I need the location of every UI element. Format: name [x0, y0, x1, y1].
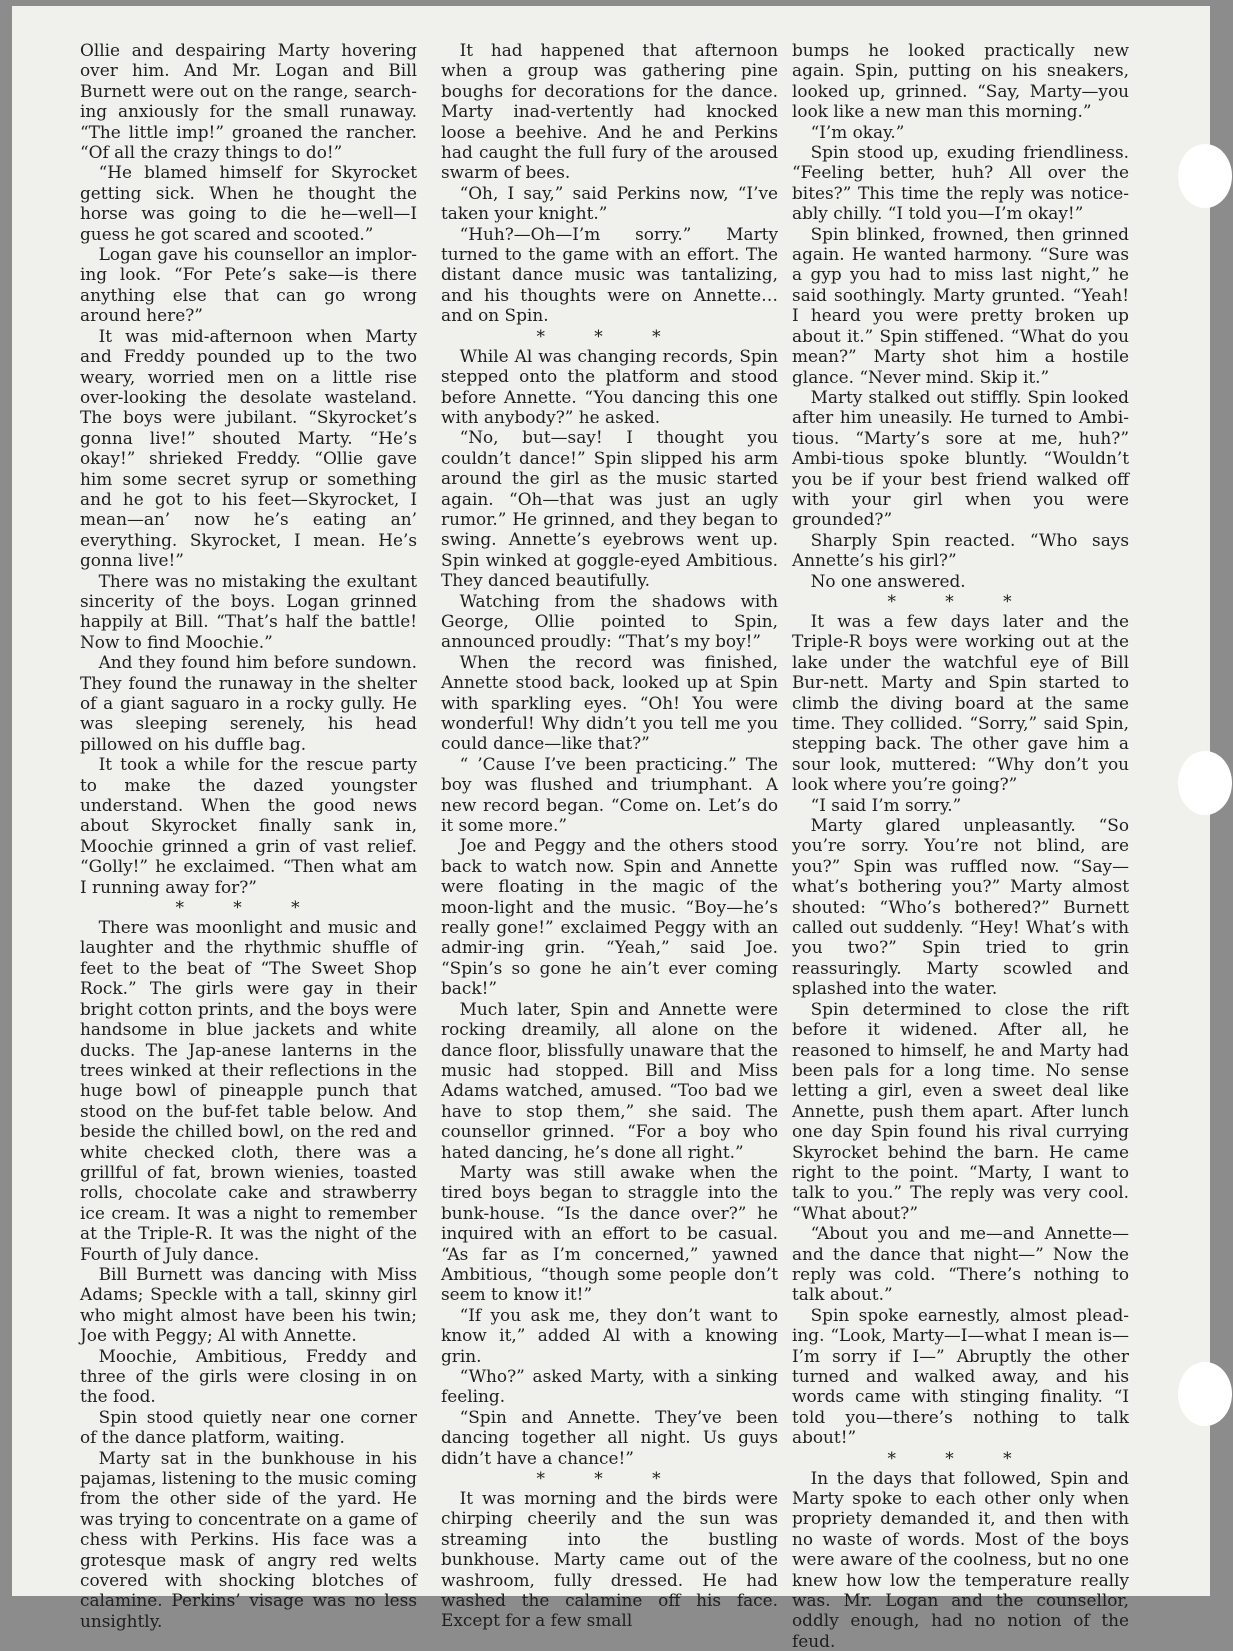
paragraph: It was morning and the birds were chirping cheerily and the sun was streaming into the bustling bunkhouse. Marty came out of the washroom, fully dressed. He had washed the calamine off his face. Except for a few small — [441, 1488, 778, 1631]
paragraph: Marty stalked out stiffly. Spin looked after him uneasily. He turned to Ambi-tious. “Marty’s sore at me, huh?” Ambi-tious spoke bluntly. “Wouldn’t you be if your best friend walked off with your girl when you were grounded?” — [792, 386, 1129, 530]
binder-hole-icon — [1178, 1362, 1232, 1426]
paragraph: “About you and me—and Annette—and the dance that night—” Now the reply was cold. “There’s nothing to talk about.” — [792, 1223, 1129, 1305]
paragraph: It took a while for the rescue party to make the dazed youngster understand. When the good news about Skyrocket finally sank in, Moochie grinned a grin of vast relief. “Golly!” he exclaimed. “Then what am I running away for?” — [80, 754, 417, 897]
text-column-1 — [80, 40, 417, 1631]
paragraph: In the days that followed, Spin and Marty spoke to each other only when propriety demanded it, and then with no waste of words. Most of the boys were aware of the coolness, but no one knew how low the temperature really was. Mr. Logan and the counsellor, oddly enough, had no notion of the feud. — [792, 1467, 1129, 1651]
paragraph: Watching from the shadows with George, Ollie pointed to Spin, announced proudly: “That’s my boy!” — [441, 590, 778, 652]
paragraph: There was moonlight and music and laughter and the rhythmic shuffle of feet to the beat of “The Sweet Shop Rock.” The girls were gay in their bright cotton prints, and the boys were handsome in blue jackets and white ducks. The Jap-anese lanterns in the trees winked at their reflections in the huge bowl of pineapple punch that stood on the buf-fet table below. And beside the chilled bowl, on the red and white checked cloth, there was a grillful of fat, brown wienies, toasted rolls, chocolate cake and strawberry ice cream. It was a night to remember at the Triple-R. It was the night of the Fourth of July dance. — [80, 917, 417, 1264]
paragraph: “ ’Cause I’ve been practicing.” The boy was flushed and triumphant. A new record began. “Come on. Let’s do it some more.” — [441, 753, 778, 836]
paragraph: “I said I’m sorry.” — [810, 794, 962, 815]
paragraph: Much later, Spin and Annette were rocking dreamily, all alone on the dance floor, blissfully unaware that the music had stopped. Bill and Miss Adams watched, amused. “Too bad we have to stop them,” she said. The counsellor grinned. “For a boy who hated dancing, he’s done all right.” — [441, 998, 778, 1162]
paragraph: Spin stood quietly near one corner of the dance platform, waiting. — [80, 1406, 417, 1448]
section-separator: * * * — [536, 325, 683, 346]
paragraph: Joe and Peggy and the others stood back to watch now. Spin and Annette were floating in the magic of the moon-light and the music. “Boy—he’s really gone!” exclaimed Peggy with an admir-ing grin. “Yeah,” said Joe. “Spin’s so gone he ain’t ever coming back!” — [441, 835, 778, 999]
paragraph: “No, but—say! I thought you couldn’t dance!” Spin slipped his arm around the girl as the music started again. “Oh—that was just an ugly rumor.” He grinned, and they began to swing. Annette’s eyebrows went up. Spin winked at goggle-eyed Ambitious. They danced beautifully. — [441, 427, 778, 591]
section-separator: * * * — [175, 897, 322, 918]
paragraph: Spin determined to close the rift before it widened. After all, he reasoned to himself, he and Marty had been pals for a long time. No sense letting a girl, even a sweet deal like Annette, push them apart. After lunch one day Spin found his rival currying Skyrocket behind the barn. He came right to the point. “Marty, I want to talk to you.” The reply was very cool. “What about?” — [792, 998, 1129, 1223]
paragraph: Spin stood up, exuding friendliness. “Feeling better, huh? All over the bites?” This time the reply was notice-ably chilly. “I told you—I’m okay!” — [792, 142, 1129, 224]
paragraph: While Al was changing records, Spin stepped onto the platform and stood before Annette. “You dancing this one with anybody?” he asked. — [441, 345, 778, 427]
paragraph: It had happened that afternoon when a group was gathering pine boughs for decorations for the dance. Marty inad-vertently had knocked loose a beehive. And he and Perkins had caught the full fury of the aroused swarm of bees. — [441, 40, 778, 183]
paragraph: Ollie and despairing Marty hovering over him. And Mr. Logan and Bill Burnett were out on the range, search-ing anxiously for the small runaway. “The little imp!” groaned the rancher. “Of all the crazy things to do!” — [80, 40, 417, 163]
paragraph: Bill Burnett was dancing with Miss Adams; Speckle with a tall, skinny girl who might almost have been his twin; Joe with Peggy; Al with Annette. — [80, 1263, 417, 1346]
paragraph: Spin spoke earnestly, almost plead-ing. “Look, Marty—I—what I mean is—I’m sorry if I—” Abruptly the other turned and walked away, and his words came with stinging finality. “I told you—there’s nothing to talk about!” — [792, 1304, 1129, 1448]
paragraph: “If you ask me, they don’t want to know it,” added Al with a knowing grin. — [441, 1304, 778, 1366]
paragraph: No one answered. — [810, 570, 966, 591]
paragraph: Marty sat in the bunkhouse in his pajamas, listening to the music coming from the other side of the yard. He was trying to concentrate on a game of chess with Perkins. His face was a grotesque mask of angry red welts covered with shocking blotches of calamine. Perkins’ visage was no less unsightly. — [80, 1447, 417, 1631]
paragraph: Moochie, Ambitious, Freddy and three of the girls were closing in on the food. — [80, 1345, 417, 1407]
paragraph: It was mid-afternoon when Marty and Freddy pounded up to the two weary, worried men on a little rise over-looking the desolate wasteland. The boys were jubilant. “Skyrocket’s gonna live!” shouted Marty. “He’s okay!” shrieked Freddy. “Ollie gave him some secret syrup or something and he got to his feet—Skyrocket, I mean—an’ now he’s eating an’ everything. Skyrocket, I mean. He’s gonna live!” — [80, 325, 417, 571]
binder-hole-icon — [1178, 751, 1232, 815]
paragraph: Marty was still awake when the tired boys began to straggle into the bunk-house. “Is the dance over?” he inquired with an effort to be casual. “As far as I’m concerned,” yawned Ambitious, “though some people don’t seem to know it!” — [441, 1161, 778, 1305]
paragraph: “He blamed himself for Skyrocket getting sick. When he thought the horse was going to die he—well—I guess he got scared and scooted.” — [80, 162, 417, 244]
paragraph: “Huh?—Oh—I’m sorry.” Marty turned to the game with an effort. The distant dance music was tantalizing, and his thoughts were on Annette… and on Spin. — [441, 223, 778, 326]
section-separator: * * * — [887, 590, 1034, 611]
binder-hole-icon — [1178, 144, 1232, 208]
paragraph: There was no mistaking the exultant sincerity of the boys. Logan grinned happily at Bill. “That’s half the battle! Now to find Moochie.” — [80, 570, 417, 652]
magazine-page — [12, 6, 1210, 1651]
paragraph: “Spin and Annette. They’ve been dancing together all night. Us guys didn’t have a chance!” — [441, 1406, 778, 1468]
paragraph: “I’m okay.” — [810, 121, 905, 142]
text-column-3 — [792, 40, 1129, 1651]
paragraph: Marty glared unpleasantly. “So you’re sorry. You’re not blind, are you?” Spin was ruffled now. “Say—what’s bothering you?” Marty almost shouted: “Who’s bothered?” Burnett called out suddenly. “Hey! What’s with you two?” Spin tried to grin reassuringly. Marty scowled and splashed into the water. — [792, 815, 1129, 999]
paragraph: bumps he looked practically new again. Spin, putting on his sneakers, looked up, grinned. “Say, Marty—you look like a new man this morning.” — [792, 40, 1129, 122]
paragraph: Spin blinked, frowned, then grinned again. He wanted harmony. “Sure was a gyp you had to miss last night,” he said soothingly. Marty grunted. “Yeah! I heard you were pretty broken up about it.” Spin stiffened. “What do you mean?” Marty shot him a hostile glance. “Never mind. Skip it.” — [792, 223, 1129, 387]
paragraph: And they found him before sundown. They found the runaway in the shelter of a giant saguaro in a rocky gully. He was sleeping serenely, his head pillowed on his duffle bag. — [80, 652, 417, 754]
text-column-2 — [441, 40, 778, 1631]
paragraph: Sharply Spin reacted. “Who says Annette’s his girl?” — [792, 529, 1129, 571]
section-separator: * * * — [536, 1468, 683, 1489]
paragraph: It was a few days later and the Triple-R boys were working out at the lake under the watchful eye of Bill Bur-nett. Marty and Spin started to climb the diving board at the same time. They collided. “Sorry,” said Spin, stepping back. The other gave him a sour look, muttered: “Why don’t you look where you’re going?” — [792, 610, 1129, 795]
paragraph: When the record was finished, Annette stood back, looked up at Spin with sparkling eyes. “Oh! You were wonderful! Why didn’t you tell me you could dance—like that?” — [441, 651, 778, 754]
paragraph: “Who?” asked Marty, with a sinking feeling. — [441, 1366, 778, 1407]
paragraph: “Oh, I say,” said Perkins now, “I’ve taken your knight.” — [441, 182, 778, 224]
section-separator: * * * — [887, 1447, 1034, 1468]
paragraph: Logan gave his counsellor an implor-ing look. “For Pete’s sake—is there anything else that can go wrong around here?” — [80, 244, 417, 326]
